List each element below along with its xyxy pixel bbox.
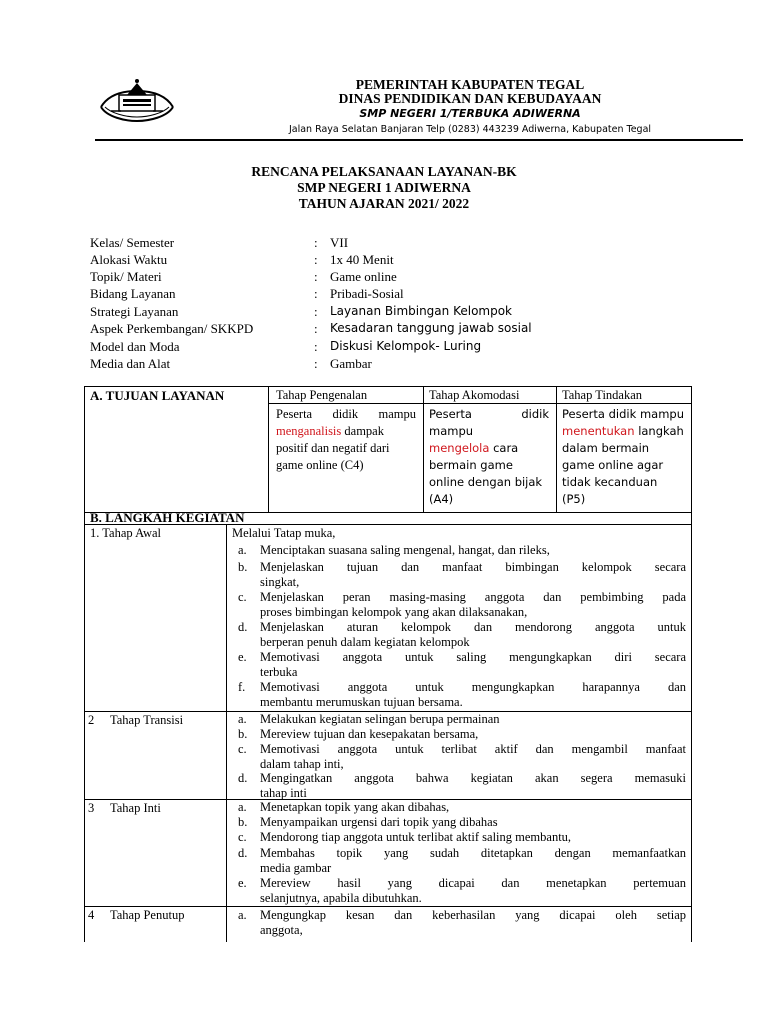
item-text: Mendorong tiap anggota untuk terlibat aktif saling membantu, — [260, 830, 572, 844]
stage-number: 3 — [88, 801, 95, 815]
meta-row — [90, 321, 690, 338]
item-text-cont: dalam tahap inti, — [260, 757, 344, 771]
item-letter: b. — [238, 560, 248, 574]
meta-row — [90, 286, 690, 303]
item-text-cont: berperan penuh dalam kegiatan kelompok — [260, 635, 470, 649]
meta-value: Gambar — [330, 356, 372, 371]
item-letter: c. — [238, 742, 247, 756]
meta-row — [90, 356, 690, 373]
goal-text-rest: cara bermain game online dengan bijak (A4) — [429, 441, 543, 506]
meta-value: Pribadi-Sosial — [330, 286, 404, 301]
stage-label-inti: Tahap Inti — [110, 801, 161, 815]
item-letter: e. — [238, 876, 247, 890]
item-text: Mereview tujuan dan kesepakatan bersama, — [260, 727, 479, 741]
document-title: RENCANA PELAKSANAAN LAYANAN-BK — [251, 164, 517, 179]
stage-header-akomodasi: Tahap Akomodasi — [429, 388, 520, 402]
item-text-cont: media gambar — [260, 861, 332, 875]
stage-goal-pengenalan — [276, 406, 416, 474]
document-school: SMP NEGERI 1 ADIWERNA — [297, 180, 471, 195]
regency-emblem-icon — [97, 77, 177, 123]
goal-keyword: menentukan — [562, 424, 635, 438]
meta-value: 1x 40 Menit — [330, 252, 394, 267]
item-text: Menjelaskan tujuan dan manfaat bimbingan kelompok secara — [260, 560, 686, 574]
stage-intro: Melalui Tatap muka, — [232, 526, 336, 540]
item-text: Memotivasi anggota untuk terlibat aktif dan mengambil manfaat — [260, 742, 686, 756]
meta-value: Game online — [330, 269, 397, 284]
item-letter: b. — [238, 815, 248, 829]
item-text-cont: tahap inti — [260, 786, 307, 800]
meta-label: Kelas/ Semester — [90, 235, 175, 250]
item-text: Menjelaskan peran masing-masing anggota dan pembimbing pada — [260, 590, 686, 604]
meta-colon: : — [314, 235, 318, 250]
stage-label-penutup: Tahap Penutup — [110, 908, 185, 922]
letterhead-school: SMP NEGERI 1/TERBUKA ADIWERNA — [359, 107, 581, 120]
meta-colon: : — [314, 304, 318, 319]
item-letter: e. — [238, 650, 247, 664]
goal-keyword: mengelola — [429, 441, 490, 455]
meta-label: Strategi Layanan — [90, 304, 179, 319]
item-text: Mengingatkan anggota bahwa kegiatan akan segera memasuki — [260, 771, 686, 785]
item-letter: a. — [238, 543, 247, 557]
table-border — [556, 386, 557, 512]
goal-text: Peserta didik mampu — [562, 407, 684, 421]
meta-label: Media dan Alat — [90, 356, 171, 371]
item-text: Menjelaskan aturan kelompok dan mendorong anggota untuk — [260, 620, 686, 634]
item-text: Melakukan kegiatan selingan berupa permainan — [260, 712, 500, 726]
item-letter: d. — [238, 620, 248, 634]
goal-text: Peserta didik mampu — [429, 407, 549, 438]
goal-keyword: menganalisis — [276, 424, 342, 438]
table-border — [84, 386, 85, 942]
table-border — [268, 403, 692, 404]
langkah-heading: B. LANGKAH KEGIATAN — [90, 510, 245, 525]
item-letter: b. — [238, 727, 248, 741]
goal-text: Peserta didik mampu — [276, 407, 416, 421]
meta-row — [90, 304, 690, 321]
item-text: Menyampaikan urgensi dari topik yang dibahas — [260, 815, 498, 829]
meta-colon: : — [314, 321, 318, 336]
meta-label: Topik/ Materi — [90, 269, 162, 284]
meta-colon: : — [314, 269, 318, 284]
meta-row — [90, 339, 690, 356]
stage-goal-akomodasi — [429, 406, 549, 508]
meta-label: Aspek Perkembangan/ SKKPD — [90, 321, 254, 336]
item-letter: a. — [238, 712, 247, 726]
document-year: TAHUN AJARAN 2021/ 2022 — [298, 196, 470, 211]
meta-colon: : — [314, 339, 318, 354]
stage-header-tindakan: Tahap Tindakan — [562, 388, 643, 402]
item-text-cont: anggota, — [260, 923, 303, 937]
item-text: Mengungkap kesan dan keberhasilan yang dicapai oleh setiap — [260, 908, 686, 922]
meta-colon: : — [314, 252, 318, 267]
item-letter: a. — [238, 800, 247, 814]
meta-colon: : — [314, 286, 318, 301]
item-text: Memotivasi anggota untuk saling mengungkapkan diri secara — [260, 650, 686, 664]
plan-table — [84, 386, 692, 942]
stage-label-awal: 1. Tahap Awal — [90, 526, 161, 540]
meta-row — [90, 235, 690, 252]
item-text-cont: terbuka — [260, 665, 298, 679]
item-text: Membahas topik yang sudah ditetapkan dengan memanfaatkan — [260, 846, 686, 860]
letterhead-address: Jalan Raya Selatan Banjaran Telp (0283) 443239 Adiwerna, Kabupaten Tegal — [288, 124, 652, 135]
meta-label: Alokasi Waktu — [90, 252, 168, 267]
letterhead-government: PEMERINTAH KABUPATEN TEGAL — [355, 77, 585, 92]
item-letter: c. — [238, 830, 247, 844]
item-text: Menciptakan suasana saling mengenal, hangat, dan rileks, — [260, 543, 550, 557]
letterhead-divider — [95, 139, 743, 141]
item-letter: a. — [238, 908, 247, 922]
meta-value: Diskusi Kelompok- Luring — [330, 339, 482, 353]
stage-header-pengenalan: Tahap Pengenalan — [276, 388, 368, 402]
letterhead-department: DINAS PENDIDIKAN DAN KEBUDAYAAN — [338, 91, 602, 106]
table-border — [226, 524, 227, 942]
table-border — [691, 386, 692, 942]
meta-label: Model dan Moda — [90, 339, 180, 354]
meta-value: Layanan Bimbingan Kelompok — [330, 304, 513, 318]
item-letter: c. — [238, 590, 247, 604]
table-border — [423, 386, 424, 512]
item-letter: d. — [238, 771, 248, 785]
item-text: Menetapkan topik yang akan dibahas, — [260, 800, 450, 814]
item-letter: f. — [238, 680, 246, 694]
table-border — [268, 386, 269, 512]
meta-label: Bidang Layanan — [90, 286, 176, 301]
stage-label-transisi: Tahap Transisi — [110, 713, 184, 727]
item-text: Memotivasi anggota untuk mengungkapkan harapannya dan — [260, 680, 686, 694]
meta-row — [90, 252, 690, 269]
tujuan-heading: A. TUJUAN LAYANAN — [90, 388, 225, 403]
item-text: Mereview hasil yang dicapai dan menetapkan pertemuan — [260, 876, 686, 890]
item-text-cont: selanjutnya, apabila dibutuhkan. — [260, 891, 422, 905]
item-text-cont: singkat, — [260, 575, 300, 589]
item-text-cont: proses bimbingan kelompok yang akan dilaksanakan, — [260, 605, 528, 619]
meta-row — [90, 269, 690, 286]
meta-value: Kesadaran tanggung jawab sosial — [330, 321, 532, 335]
meta-colon: : — [314, 356, 318, 371]
meta-value: VII — [330, 235, 349, 250]
goal-text-rest: langkah dalam bermain game online agar tidak kecanduan (P5) — [562, 424, 684, 506]
item-letter: d. — [238, 846, 248, 860]
goal-text-rest: dampak positif dan negatif dari game online (C4) — [276, 424, 390, 472]
stage-number: 2 — [88, 713, 95, 727]
stage-goal-tindakan — [562, 406, 684, 508]
stage-number: 4 — [88, 908, 95, 922]
item-text-cont: membantu merumuskan tujuan bersama. — [260, 695, 463, 709]
